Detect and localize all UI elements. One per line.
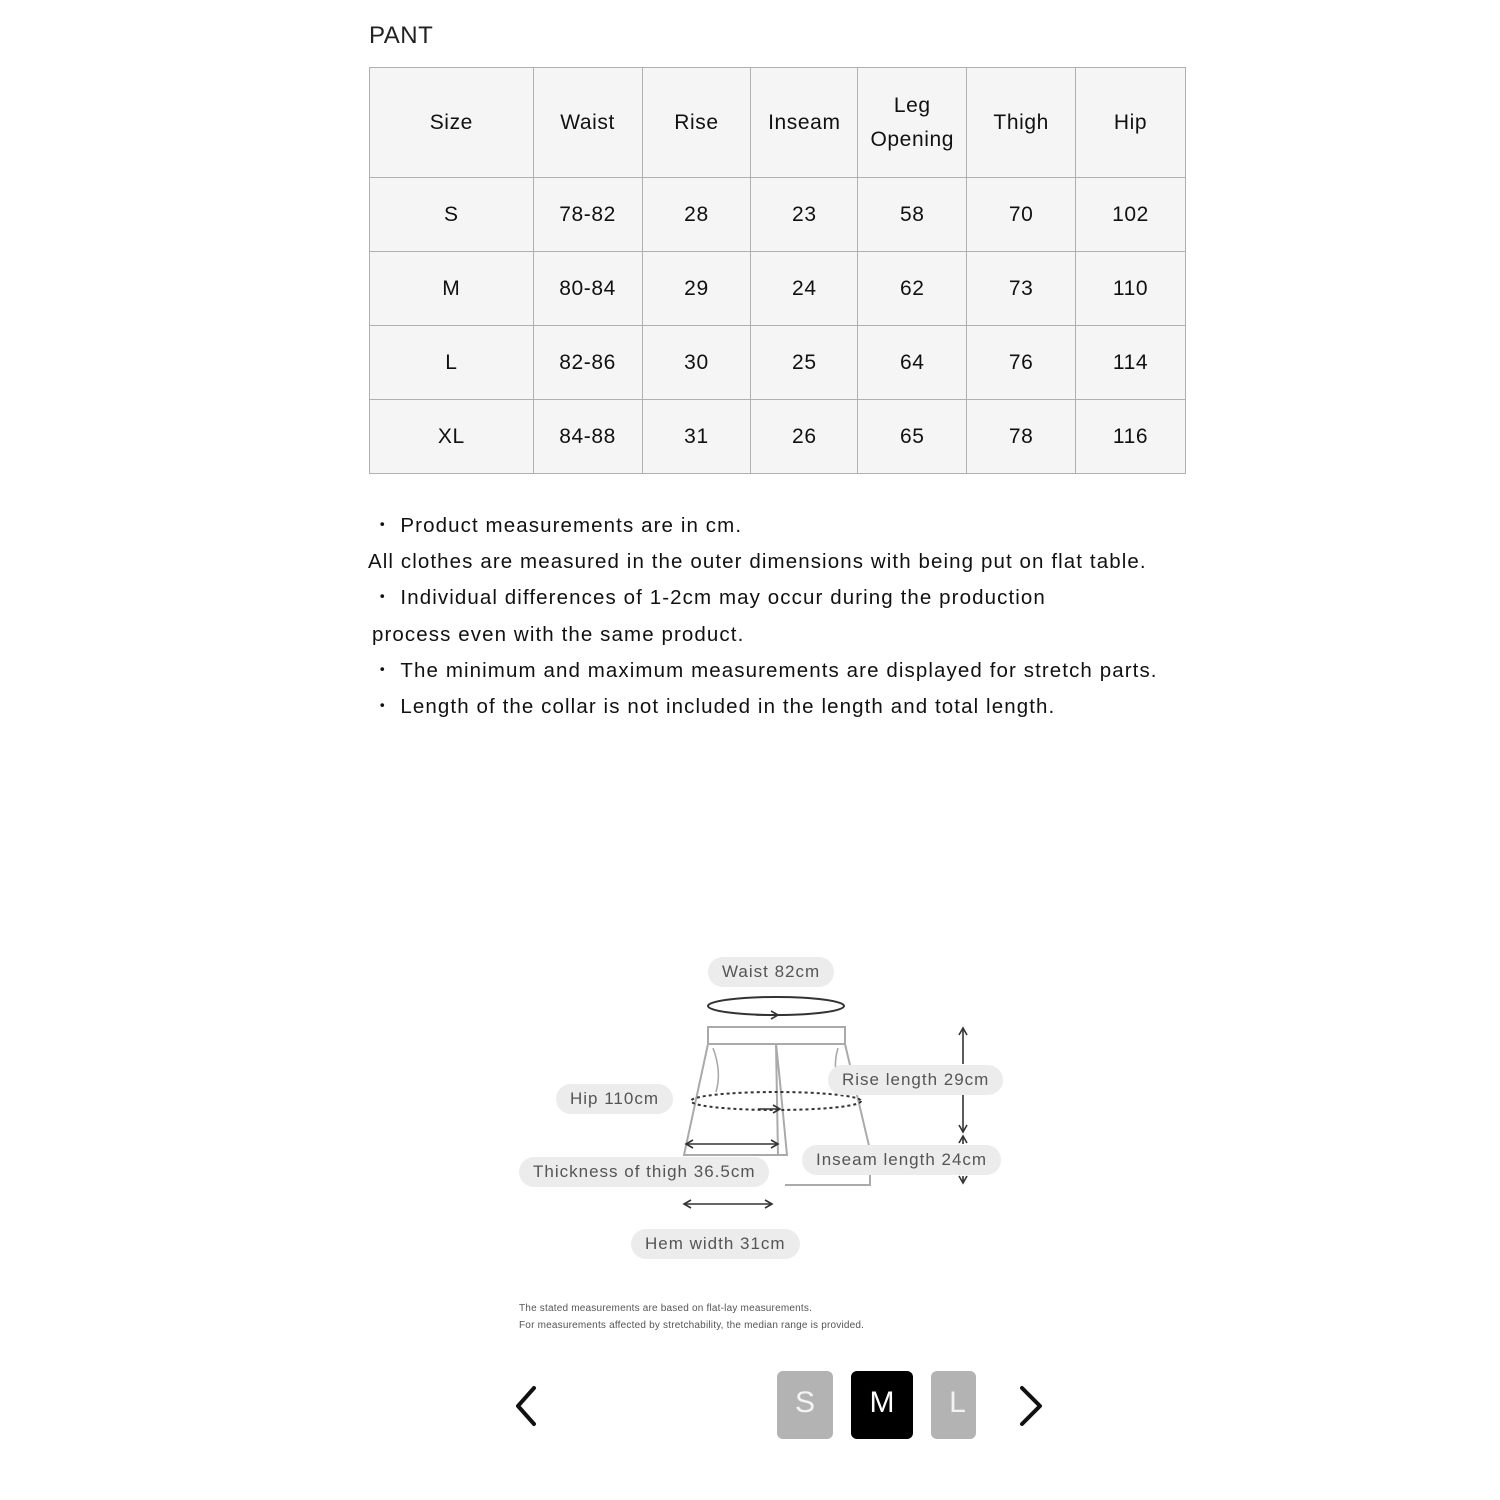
measurement-notes [368,508,1168,725]
hem-label: Hem width 31cm [631,1229,800,1259]
table-row [370,326,1186,400]
note-line: ・ Product measurements are in cm. [372,514,743,537]
table-cell: 70 [967,178,1076,252]
thigh-label: Thickness of thigh 36.5cm [519,1157,769,1187]
table-cell: 84-88 [533,400,642,474]
size-button-s[interactable]: S [777,1371,833,1439]
table-cell: 23 [751,178,858,252]
table-cell: 64 [858,326,967,400]
table-cell: 25 [751,326,858,400]
header-leg-opening-text: Leg Opening [870,93,955,151]
table-cell: 114 [1076,326,1186,400]
table-header-row [370,68,1186,178]
table-cell: 30 [642,326,751,400]
header-waist: Waist [533,68,642,178]
size-button-l[interactable]: L [931,1371,976,1439]
table-row [370,178,1186,252]
table-cell: 31 [642,400,751,474]
table-cell: 80-84 [533,252,642,326]
header-rise: Rise [642,68,751,178]
page-title: PANT [369,22,434,49]
table-cell: 29 [642,252,751,326]
table-cell: 110 [1076,252,1186,326]
table-cell: 78 [967,400,1076,474]
table-cell: 65 [858,400,967,474]
table-cell: S [370,178,534,252]
hip-label: Hip 110cm [556,1084,673,1114]
note-line: All clothes are measured in the outer dimensions with being put on flat table. [368,550,1147,574]
table-row [370,252,1186,326]
header-leg-opening [858,68,967,178]
table-cell: XL [370,400,534,474]
inseam-label: Inseam length 24cm [802,1145,1001,1175]
table-cell: 24 [751,252,858,326]
size-button-m[interactable]: M [851,1371,913,1439]
table-cell: 116 [1076,400,1186,474]
fine-print-line: The stated measurements are based on flat-lay measurements. [519,1303,813,1314]
note-line: ・ The minimum and maximum measurements are displayed for stretch parts. [372,658,1158,682]
note-line: ・ Individual differences of 1-2cm may occur during the production process even with the same product. [372,586,1046,646]
chevron-right-icon [1010,1382,1050,1430]
fine-print [519,1300,864,1334]
size-chart-table [369,67,1186,474]
table-cell: 78-82 [533,178,642,252]
rise-label: Rise length 29cm [828,1065,1003,1095]
table-cell: 28 [642,178,751,252]
table-cell: 26 [751,400,858,474]
note-line: ・ Length of the collar is not included in the length and total length. [372,695,1056,719]
table-cell: 58 [858,178,967,252]
table-row [370,400,1186,474]
measurement-diagram [500,940,1060,1270]
table-cell: 76 [967,326,1076,400]
header-inseam: Inseam [751,68,858,178]
header-thigh: Thigh [967,68,1076,178]
table-cell: 73 [967,252,1076,326]
waist-label: Waist 82cm [708,957,834,987]
fine-print-line: For measurements affected by stretchability, the median range is provided. [519,1320,865,1331]
table-cell: 82-86 [533,326,642,400]
table-cell: 62 [858,252,967,326]
table-cell: 102 [1076,178,1186,252]
table-cell: M [370,252,534,326]
next-button[interactable] [1010,1382,1050,1430]
chevron-left-icon [508,1382,548,1430]
header-size: Size [370,68,534,178]
prev-button[interactable] [508,1382,548,1430]
header-hip: Hip [1076,68,1186,178]
table-cell: L [370,326,534,400]
